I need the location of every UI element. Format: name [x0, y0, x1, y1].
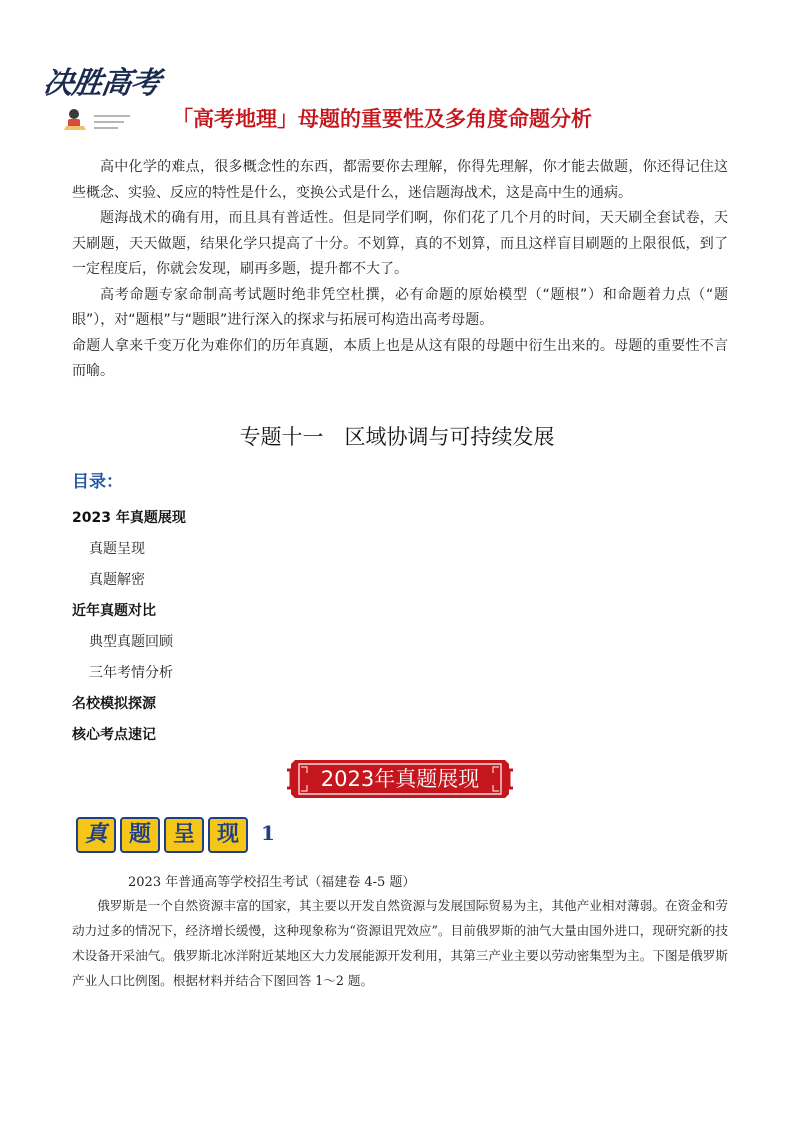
- toc-item[interactable]: 真题呈现: [89, 541, 145, 557]
- question-section-header: [76, 817, 275, 851]
- header-char: 呈: [164, 817, 204, 853]
- toc-item[interactable]: 近年真题对比: [72, 603, 156, 619]
- question-number: 1: [261, 821, 275, 845]
- toc-item[interactable]: 真题解密: [89, 572, 145, 588]
- topic-title: 专题十一 区域协调与可持续发展: [239, 425, 555, 449]
- intro-paragraph: 命题人拿来千变万化为难你们的历年真题，本质上也是从这有限的母题中衍生出来的。母题的重要性不言而喻。: [72, 337, 728, 379]
- header-char: 题: [120, 817, 160, 853]
- brand-logo: [41, 58, 176, 138]
- toc-item[interactable]: 核心考点速记: [72, 727, 156, 743]
- intro-paragraph: 高考命题专家命制高考试题时绝非凭空杜撰，必有命题的原始模型（“题根”）和命题着力点（“题眼”），对“题根”与“题眼”进行深入的探求与拓展可构造出高考母题。: [72, 286, 728, 328]
- question-passage: [72, 893, 728, 993]
- toc-heading: 目录：: [72, 472, 123, 492]
- intro-paragraph: 题海战术的确有用，而且具有普适性。但是同学们啊，你们花了几个月的时间，天天刷全套试卷，天天刷题，天天做题，结果化学只提高了十分。不划算，真的不划算，而且这样盲目刷题的上限很低，到了一定程度后，你就会发现，刷再多题，提升都不大了。: [72, 210, 728, 277]
- table-of-contents: [72, 506, 186, 754]
- page-title: 「高考地理」母题的重要性及多角度命题分析: [172, 107, 592, 131]
- intro-section: [72, 155, 728, 385]
- passage-text: 俄罗斯是一个自然资源丰富的国家，其主要以开发自然资源与发展国际贸易为主，其他产业相对薄弱。在资金和劳动力过多的情况下，经济增长缓慢，这种现象称为“资源诅咒效应”。目前俄罗斯的油气大量由国外进口，现研究新的技术设备开采油气。俄罗斯北冰洋附近某地区大力发展能源开发利用，其第三产业主要以劳动密集型为主。下图是俄罗斯产业人口比例图。根据材料并结合下图回答 1～2 题。: [72, 898, 728, 988]
- toc-item[interactable]: 典型真题回顾: [89, 634, 173, 650]
- exam-source: 2023 年普通高等学校招生考试（福建卷 4-5 题）: [128, 875, 416, 890]
- toc-item[interactable]: 名校模拟探源: [72, 696, 156, 712]
- student-reading-icon: [60, 106, 140, 134]
- intro-paragraph: 高中化学的难点，很多概念性的东西，都需要你去理解，你得先理解，你才能去做题，你还得记住这些概念、实验、反应的特性是什么，变换公式是什么，迷信题海战术，这是高中生的通病。: [72, 159, 728, 201]
- toc-item[interactable]: 三年考情分析: [89, 665, 173, 681]
- header-char: 真: [76, 817, 116, 853]
- section-banner: [287, 756, 513, 802]
- header-char: 现: [208, 817, 248, 853]
- logo-text: 决胜高考: [41, 66, 162, 101]
- section-banner-label: 2023年真题展现: [320, 767, 480, 791]
- toc-item[interactable]: 2023 年真题展现: [72, 510, 186, 526]
